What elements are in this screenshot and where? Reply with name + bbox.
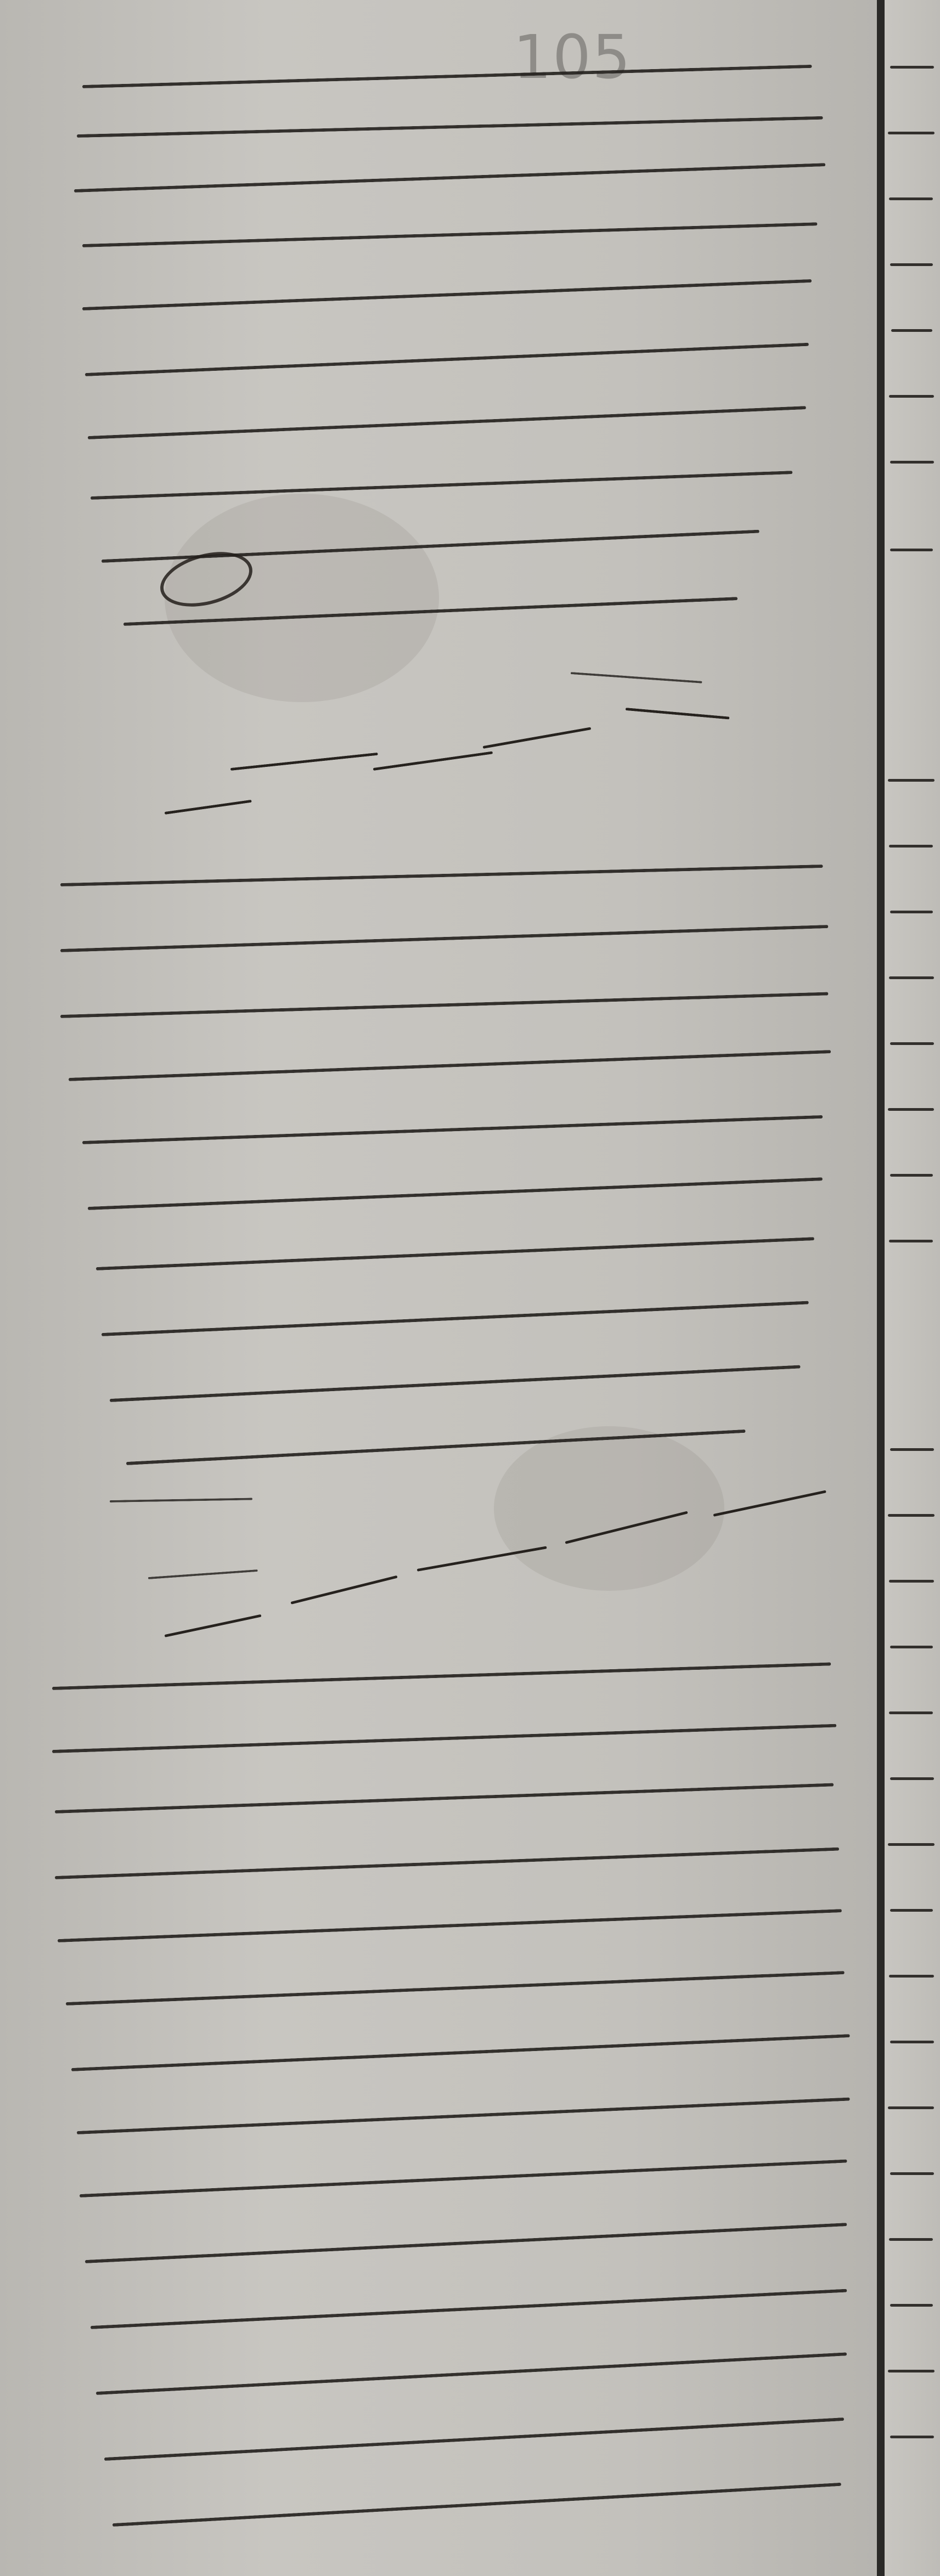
neighbor-line [890,911,933,913]
neighbor-line [890,66,934,69]
neighbor-line [889,1240,933,1242]
paper-stain [494,1426,724,1591]
handwritten-line [85,343,809,376]
handwritten-line [55,1783,834,1814]
neighbor-line [888,2106,934,2109]
handwritten-line [77,2097,850,2134]
handwritten-line [82,1115,823,1144]
handwritten-line [88,406,806,439]
handwritten-line [66,1971,845,2006]
neighbor-line [888,132,935,134]
handwritten-line [82,222,818,247]
neighbor-line [890,1646,933,1648]
handwritten-line [102,1301,809,1336]
neighbor-line [890,1777,934,1780]
handwritten-line [96,1237,814,1270]
handwritten-line [71,2034,850,2071]
handwritten-line [55,1848,839,1879]
neighbor-line [889,197,933,200]
handwritten-line [60,925,828,952]
handwritten-line [52,1724,836,1753]
neighbor-line [891,329,932,332]
neighbor-line [888,1843,935,1846]
handwritten-line [91,471,792,500]
witness-name [373,751,493,771]
handwritten-line [77,116,823,138]
handwritten-line [82,279,812,310]
neighbor-line [890,1174,933,1177]
neighbor-line [890,2041,934,2043]
witness-name [164,1614,261,1637]
handwritten-line [91,2289,847,2329]
handwritten-line [104,2417,844,2461]
handwritten-line [74,163,825,193]
handwritten-line [112,2483,841,2527]
neighbor-line [890,2304,933,2307]
neighbor-line [890,2436,934,2438]
neighbor-line [890,263,933,266]
neighbor-line [890,1448,934,1451]
neighbor-line [889,2238,933,2241]
neighbor-line [888,779,935,782]
neighbor-line [889,395,934,398]
witness-name [230,753,378,771]
handwritten-line [82,65,812,88]
neighbor-line [890,1042,934,1045]
handwritten-line [96,2352,847,2395]
neighbor-line [889,1580,934,1583]
neighbor-line [890,2172,934,2175]
date-line [148,1569,258,1579]
witness-name [626,708,730,720]
page-number: 105 [513,22,632,92]
witness-name [165,800,252,815]
closing-line [571,672,702,683]
witness-name [713,1490,826,1517]
neighbor-line [888,1108,934,1111]
neighbor-line [889,1975,934,1978]
handwritten-line [60,865,823,886]
handwritten-line [58,1909,842,1942]
neighbor-line [890,1909,933,1912]
handwritten-line [69,1050,831,1081]
handwritten-line [88,1177,823,1210]
witness-name [483,727,592,749]
handwritten-line [52,1662,831,1690]
neighbor-line [890,549,933,551]
adjacent-page-strip [885,0,940,2576]
handwritten-line [85,2223,847,2263]
closing-line [110,1498,252,1502]
neighbor-line [888,2370,935,2372]
neighbor-line [889,845,933,848]
handwritten-line [60,992,829,1018]
book-gutter [877,0,885,2576]
neighbor-line [889,1711,933,1714]
witness-name [290,1575,397,1605]
neighbor-line [890,461,934,464]
neighbor-line [888,1514,935,1517]
neighbor-line [889,976,934,979]
handwritten-line [110,1365,801,1402]
handwritten-line [80,2159,847,2197]
